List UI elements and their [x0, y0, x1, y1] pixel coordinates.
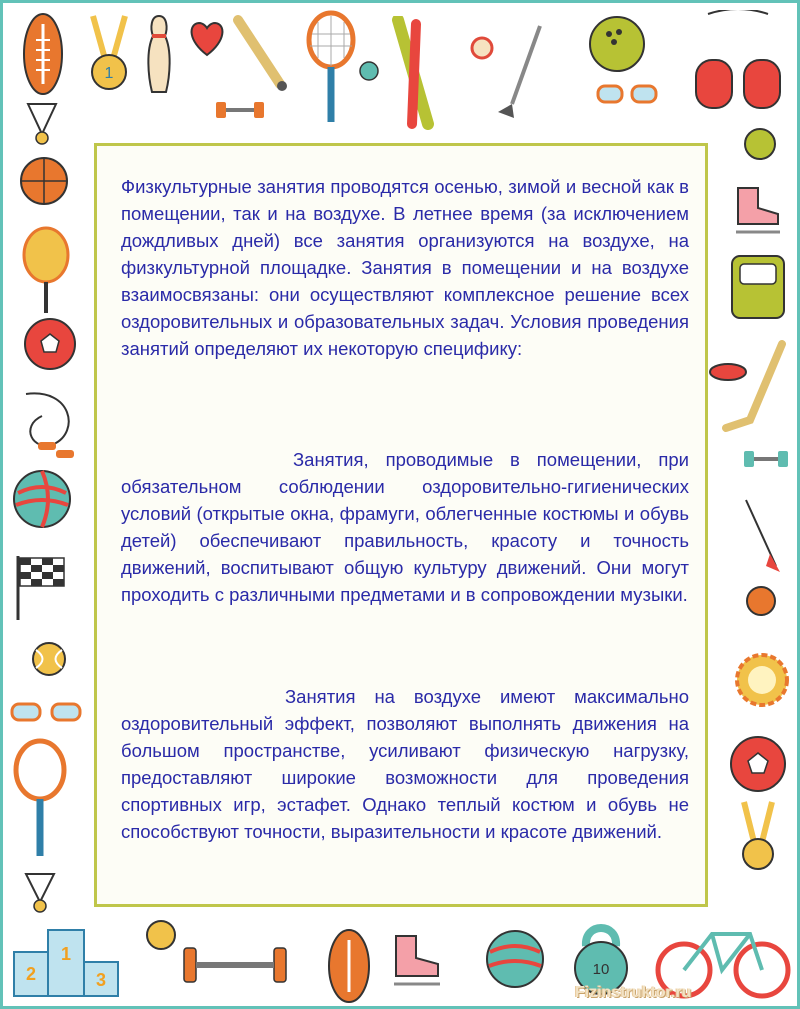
hockey-stick-icon	[706, 340, 792, 440]
bowling-pin-icon	[142, 14, 176, 94]
dumbbell-icon	[214, 98, 266, 122]
basketball-icon	[18, 155, 70, 207]
skis-icon	[388, 16, 448, 130]
medal-icon	[736, 800, 780, 874]
paragraph-outdoor: Занятия на воздухе имеют максимально оздоровительный эффект, позволяют выполнять движения на большом пространстве, усиливают физическую нагрузку, предоставляют широкие возможности для проведения спортивных игр, эстафет. Однако теплый костюм и обувь не способствуют точности, выразительности и красоте движений.	[121, 686, 689, 842]
soccer-ball-icon	[728, 734, 788, 794]
jump-rope-icon	[12, 386, 82, 462]
tennis-ball-icon	[744, 584, 778, 618]
boxing-gloves-icon	[688, 10, 788, 114]
medal-number: 1	[104, 65, 114, 82]
golf-club-icon	[490, 22, 550, 122]
scale-icon	[728, 252, 788, 322]
medal-icon	[85, 14, 133, 94]
text-panel	[94, 143, 708, 907]
tennis-ball-icon	[742, 126, 778, 162]
podium-number-second: 2	[25, 964, 37, 984]
tennis-racket-icon	[10, 738, 70, 860]
checkered-flag-icon	[12, 552, 72, 622]
paragraph-intro: Физкультурные занятия проводятся осенью, зимой и весной как в помещении, так и на воздухе. В летнее время (за исключением дождливых дней) все занятия организуются на воздухе, на физкультурной площадке. Занятия в помещении и на воздухе взаимосвязаны: они осуществляют комплексное решение всех оздоровительных и образовательных задач. Условия проведения занятий определяют их некоторую специфику:	[121, 176, 689, 359]
badminton-racket-icon	[18, 225, 74, 315]
tennis-ball-icon	[358, 60, 380, 82]
goggles-icon	[592, 80, 662, 110]
heart-icon	[186, 18, 228, 58]
podium-number-first: 1	[60, 944, 72, 964]
tennis-racket-icon	[300, 10, 362, 130]
bowling-ball-icon	[585, 12, 649, 76]
volleyball-icon	[484, 928, 546, 990]
soccer-ball-icon	[22, 316, 78, 372]
barbell-icon	[180, 944, 290, 986]
shuttlecock-icon	[22, 100, 62, 146]
kettlebell-number: 10	[592, 961, 610, 978]
podium-icon	[10, 918, 122, 998]
baseball-bat-icon	[232, 14, 292, 94]
dumbbell-icon	[742, 448, 790, 470]
ice-skate-icon	[388, 932, 446, 992]
paragraph-indoor: Занятия, проводимые в помещении, при обязательном соблюдении оздоровительно-гигиенических условий (открытые окна, фрамуги, облегченные костюмы и обувь детей) обеспечивают правильность, красоту и точность движений, воспитывают общую культуру движений. Они могут проходить с различными предметами и в сопровождении музыки.	[121, 449, 689, 605]
podium-number-third: 3	[95, 970, 107, 990]
rugby-ball-icon	[324, 926, 374, 1006]
dart-icon	[740, 496, 784, 576]
award-medal-icon	[734, 652, 790, 708]
goggles-icon	[6, 698, 86, 728]
ice-skate-icon	[730, 184, 786, 238]
shuttlecock-icon	[20, 870, 60, 914]
site-watermark: Fizinstruktor.ru	[575, 984, 692, 1001]
tennis-ball-icon	[30, 640, 68, 678]
rugby-ball-icon	[18, 10, 68, 98]
volleyball-icon	[10, 467, 74, 531]
tennis-ball-icon	[144, 918, 178, 952]
